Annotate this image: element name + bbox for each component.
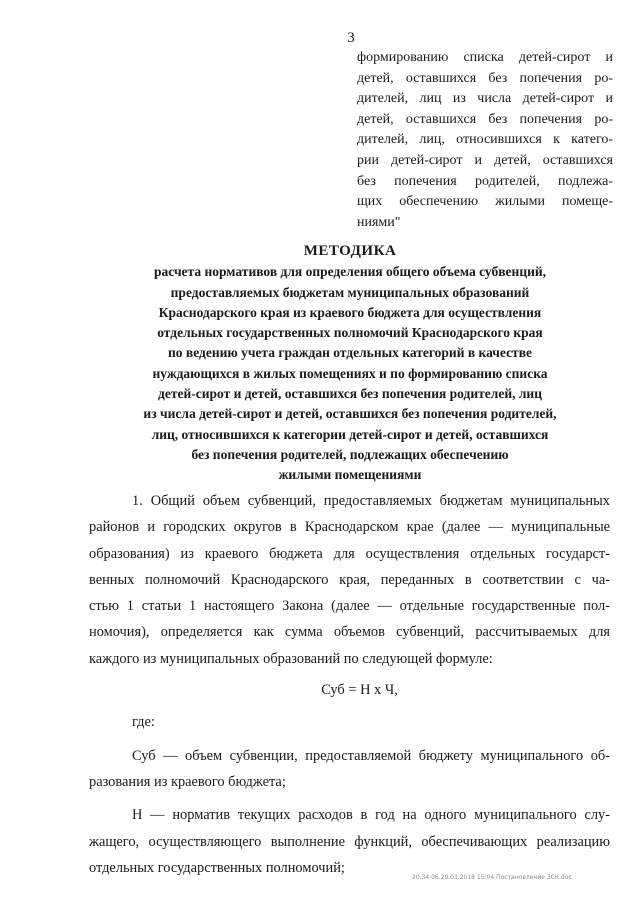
title-line: лиц, относившихся к категории детей-сирот и детей, оставшихся [151,426,549,442]
title-line: предоставляемых бюджетам муниципальных образований [170,284,530,300]
document-body [89,488,610,881]
paragraph-1 [89,488,610,672]
paragraph-line: районов и городских округов в Краснодарском крае (далее — муниципальные [89,519,610,536]
appendix-line: ниями" [357,214,401,230]
title-line: Краснодарского края из краевого бюджета для осуществления [158,304,542,320]
definition-line: разования из краевого бюджета; [89,773,286,790]
methodology-title [100,241,600,486]
paragraph-line: каждого из муниципальных образований по следующей формуле: [89,650,493,667]
paragraph-line: номочия), определяется как сумма объемов субвенций, рассчитываемых для [89,624,610,641]
definition-n [89,802,610,881]
appendix-line: без попечения родителей, подлежа- [357,173,613,189]
definition-sub [89,743,610,796]
title-line: без попечения родителей, подлежащих обеспечению [191,446,509,462]
appendix-line: детей, оставшихся без попечения ро- [357,111,613,127]
footer-stamp: 20.34 06.20.03.2018 15:04 Постановление ЗСК.doc [412,874,572,881]
definition-line: Суб — объем субвенции, предоставляемой бюджету муниципального об- [132,747,610,764]
title-line: расчета нормативов для определения общего объема субвенций, [153,264,547,280]
title-line: отдельных государственных полномочий Краснодарского края [157,325,543,341]
paragraph-line: образования) из краевого бюджета для осуществления отдельных государст- [89,545,610,562]
appendix-line: дителей, лиц из числа детей-сирот и [357,91,613,107]
title-line: по ведению учета граждан отдельных категорий в качестве [168,345,532,361]
appendix-line: детей, оставшихся без попечения ро- [357,70,613,86]
title-line: из числа детей-сирот и детей, оставшихся без попечения родителей, [143,406,557,422]
page-number: 3 [347,30,355,46]
definition-line: отдельных государственных полномочий; [89,859,345,876]
paragraph-line: венных полномочий Краснодарского края, переданных в соответствии с ча- [89,571,610,588]
paragraph-line: стью 1 статьи 1 настоящего Закона (далее — отдельные государственные пол- [89,598,610,615]
title-line: нуждающихся в жилых помещениях и по формированию списка [152,365,548,381]
title-line: жилыми помещениями [278,467,422,483]
paragraph-line: 1. Общий объем субвенций, предоставляемых бюджетам муниципальных [132,493,610,509]
title-heading: МЕТОДИКА [303,243,397,259]
title-line: детей-сирот и детей, оставшихся без попечения родителей, лиц [158,386,542,402]
appendix-line: рии детей-сирот и детей, оставшихся [357,152,613,168]
where-label: где: [132,714,155,731]
appendix-line: формированию списка детей-сирот и [357,50,613,65]
appendix-line: щих обеспечению жилыми помеще- [357,194,613,210]
definition-line: Н — норматив текущих расходов в год на одного муниципального слу- [132,807,610,824]
appendix-caption [357,48,613,233]
definition-line: жащего, осуществляющего выполнение функций, обеспечивающих реализацию [89,833,610,850]
formula: Суб = Н х Ч, [321,682,398,699]
appendix-line: дителей, лиц, относившихся к катего- [357,132,613,148]
